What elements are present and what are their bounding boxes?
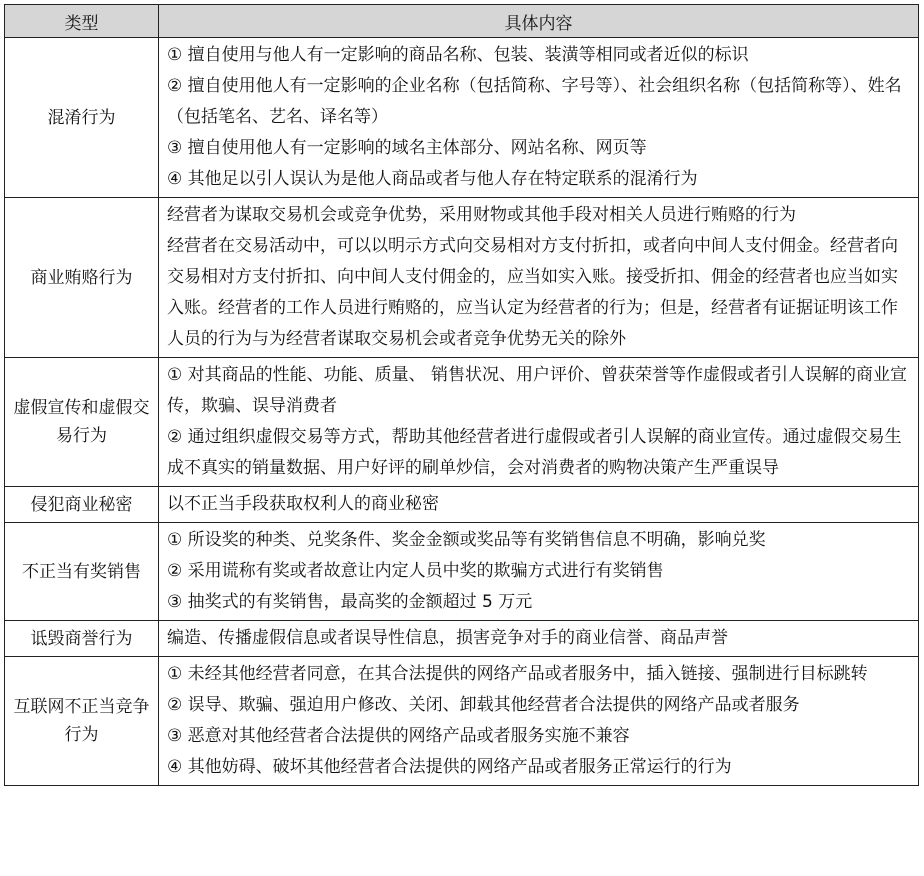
- type-cell: 诋毁商誉行为: [5, 621, 159, 657]
- type-cell: 虚假宣传和虚假交易行为: [5, 358, 159, 487]
- content-line: 经营者在交易活动中，可以以明示方式向交易相对方支付折扣，或者向中间人支付佣金。经营者向交易相对方支付折扣、向中间人支付佣金的，应当如实入账。接受折扣、佣金的经营者也应当如实入账。经营者的工作人员进行贿赂的，应当认定为经营者的行为；但是，经营者有证据证明该工作人员的行为与为经营者谋取交易机会或者竞争优势无关的除外: [167, 236, 898, 349]
- content-cell: [159, 358, 919, 487]
- table-row: [5, 523, 919, 621]
- table-row: [5, 657, 919, 786]
- content-cell: [159, 621, 919, 657]
- table-row: [5, 38, 919, 198]
- content-cell: [159, 523, 919, 621]
- content-line: ④ 其他妨碍、破坏其他经营者合法提供的网络产品或者服务正常运行的行为: [167, 757, 732, 777]
- content-line: ③ 恶意对其他经营者合法提供的网络产品或者服务实施不兼容: [167, 726, 630, 746]
- type-cell: 商业贿赂行为: [5, 198, 159, 358]
- table-row: [5, 358, 919, 487]
- table-row: [5, 621, 919, 657]
- table-row: [5, 198, 919, 358]
- content-line: ④ 其他足以引人误认为是他人商品或者与他人存在特定联系的混淆行为: [167, 169, 698, 189]
- type-cell: 混淆行为: [5, 38, 159, 198]
- content-cell: [159, 198, 919, 358]
- type-cell: 互联网不正当竞争行为: [5, 657, 159, 786]
- content-cell: [159, 38, 919, 198]
- content-line: ② 采用谎称有奖或者故意让内定人员中奖的欺骗方式进行有奖销售: [167, 561, 664, 581]
- type-cell: 侵犯商业秘密: [5, 487, 159, 523]
- content-line: 编造、传播虚假信息或者误导性信息，损害竞争对手的商业信誉、商品声誉: [167, 628, 728, 648]
- content-line: ① 未经其他经营者同意，在其合法提供的网络产品或者服务中，插入链接、强制进行目标跳转: [167, 664, 868, 684]
- content-line: ① 擅自使用与他人有一定影响的商品名称、包装、装潢等相同或者近似的标识: [167, 45, 749, 65]
- content-line: ① 所设奖的种类、兑奖条件、奖金金额或奖品等有奖销售信息不明确，影响兑奖: [167, 530, 766, 550]
- content-line: ② 误导、欺骗、强迫用户修改、关闭、卸载其他经营者合法提供的网络产品或者服务: [167, 695, 800, 715]
- content-line: ② 通过组织虚假交易等方式，帮助其他经营者进行虚假或者引人误解的商业宣传。通过虚假交易生成不真实的销量数据、用户好评的刷单炒信，会对消费者的购物决策产生严重误导: [167, 427, 902, 478]
- content-line: 经营者为谋取交易机会或竞争优势，采用财物或其他手段对相关人员进行贿赂的行为: [167, 205, 796, 225]
- content-line: ③ 抽奖式的有奖销售，最高奖的金额超过 5 万元: [167, 592, 533, 612]
- header-row: [5, 5, 919, 38]
- table-row: [5, 487, 919, 523]
- unfair-competition-table: [4, 4, 919, 786]
- content-line: 以不正当手段获取权利人的商业秘密: [167, 494, 439, 514]
- content-column-header: 具体内容: [159, 5, 919, 38]
- content-line: ③ 擅自使用他人有一定影响的域名主体部分、网站名称、网页等: [167, 138, 647, 158]
- content-cell: [159, 657, 919, 786]
- type-cell: 不正当有奖销售: [5, 523, 159, 621]
- type-column-header: 类型: [5, 5, 159, 38]
- content-cell: [159, 487, 919, 523]
- content-line: ① 对其商品的性能、功能、质量、 销售状况、用户评价、曾获荣誉等作虚假或者引人误解的商业宣传，欺骗、误导消费者: [167, 365, 908, 416]
- content-line: ② 擅自使用他人有一定影响的企业名称（包括简称、字号等）、社会组织名称（包括简称等）、姓名（包括笔名、艺名、译名等）: [167, 76, 902, 127]
